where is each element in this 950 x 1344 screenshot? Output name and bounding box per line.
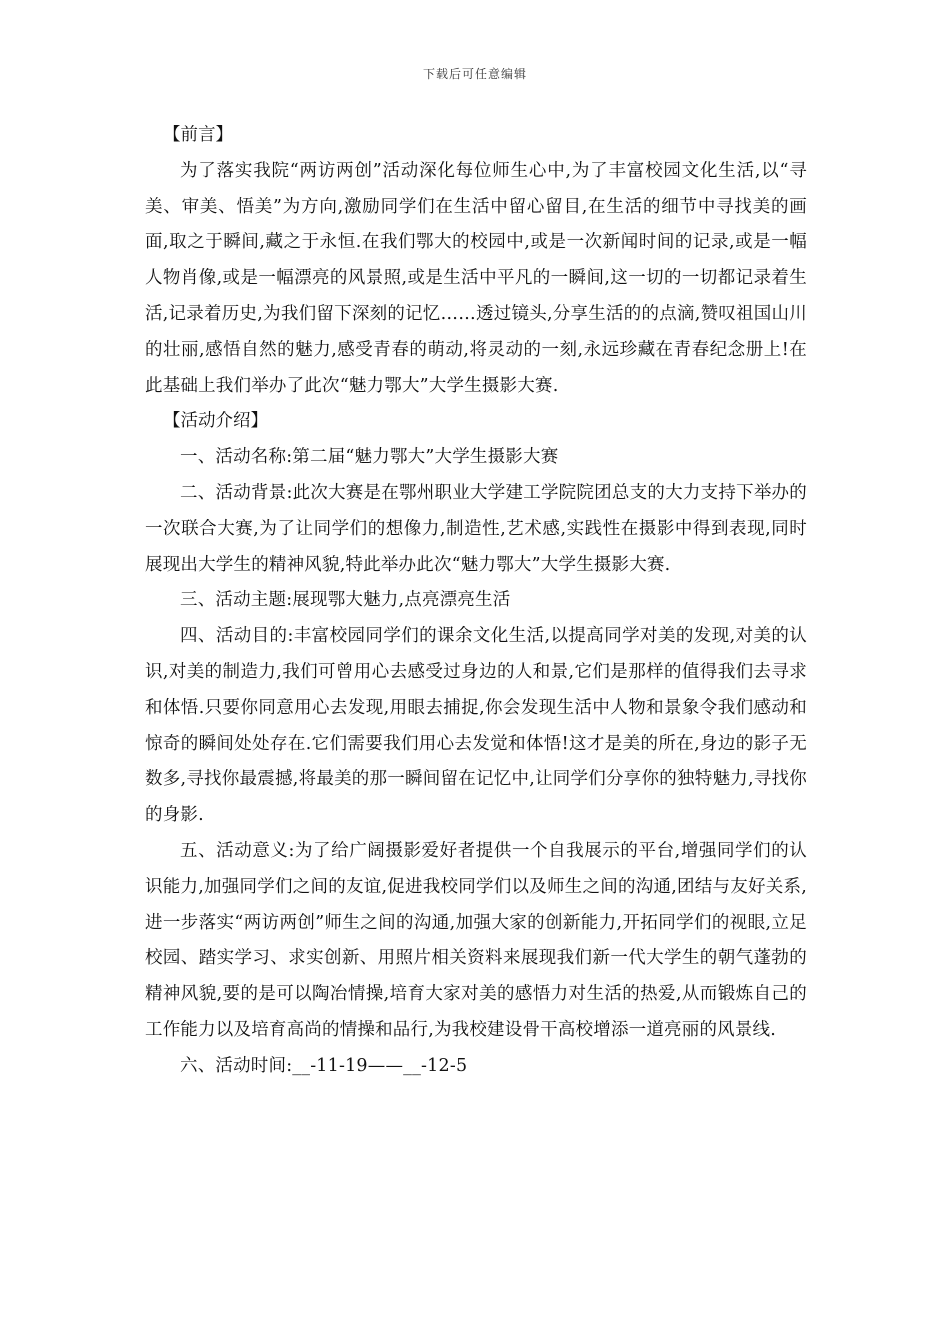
intro-item-name: 一、活动名称:第二届“魅力鄂大”大学生摄影大赛 xyxy=(180,447,559,468)
intro-item-theme: 三、活动主题:展现鄂大魅力,点亮漂亮生活 xyxy=(180,590,511,611)
intro-item-purpose: 四、活动目的:丰富校园同学们的课余文化生活,以提高同学对美的发现,对美的认识,对美的制造力,我们可曾用心去感受过身边的人和景,它们是那样的值得我们去寻求和体悟.只要你同意用心去发现,用眼去捕捉,你会发现生活中人物和景象令我们感动和惊奇的瞬间处处存在.它们需要我们用心去发觉和体悟!这才是美的所在,身边的影子无数多,寻找你最震撼,将最美的那一瞬间留在记忆中,让同学们分享你的独特魅力,寻找你的身影. xyxy=(145,626,807,826)
page-header-note: 下载后可任意编辑 xyxy=(422,67,527,81)
preface-heading: 【前言】 xyxy=(163,125,233,145)
preface-paragraph: 为了落实我院“两访两创”活动深化每位师生心中,为了丰富校园文化生活,以“寻美、审美、悟美”为方向,激励同学们在生活中留心留目,在生活的细节中寻找美的画面,取之于瞬间,藏之于永恒.在我们鄂大的校园中,或是一次新闻时间的记录,或是一幅人物肖像,或是一幅漂亮的风景照,或是生活中平凡的一瞬间,这一切的一切都记录着生活,记录着历史,为我们留下深刻的记忆……透过镜头,分享生活的的点滴,赞叹祖国山川的壮丽,感悟自然的魅力,感受青春的萌动,将灵动的一刻,永远珍藏在青春纪念册上!在此基础上我们举办了此次“魅力鄂大”大学生摄影大赛. xyxy=(145,160,807,396)
intro-item-significance: 五、活动意义:为了给广阔摄影爱好者提供一个自我展示的平台,增强同学们的认识能力,加强同学们之间的友谊,促进我校同学们以及师生之间的沟通,团结与友好关系,进一步落实“两访两创”师生之间的沟通,加强大家的创新能力,开拓同学们的视眼,立足校园、踏实学习、求实创新、用照片相关资料来展现我们新一代大学生的朝气蓬勃的精神风貌,要的是可以陶冶情操,培育大家对美的感悟力对生活的热爱,从而锻炼自己的工作能力以及培育高尚的情操和品行,为我校建设骨干高校增添一道亮丽的风景线. xyxy=(145,840,807,1040)
intro-heading: 【活动介绍】 xyxy=(163,411,268,432)
intro-item-background: 二、活动背景:此次大赛是在鄂州职业大学建工学院院团总支的大力支持下举办的一次联合大赛,为了让同学们的想像力,制造性,艺术感,实践性在摄影中得到表现,同时展现出大学生的精神风貌,特此举办此次“魅力鄂大”大学生摄影大赛. xyxy=(145,482,807,575)
document-body xyxy=(145,118,807,1085)
intro-item-time: 六、活动时间:__-11-19——__-12-5 xyxy=(180,1055,468,1076)
